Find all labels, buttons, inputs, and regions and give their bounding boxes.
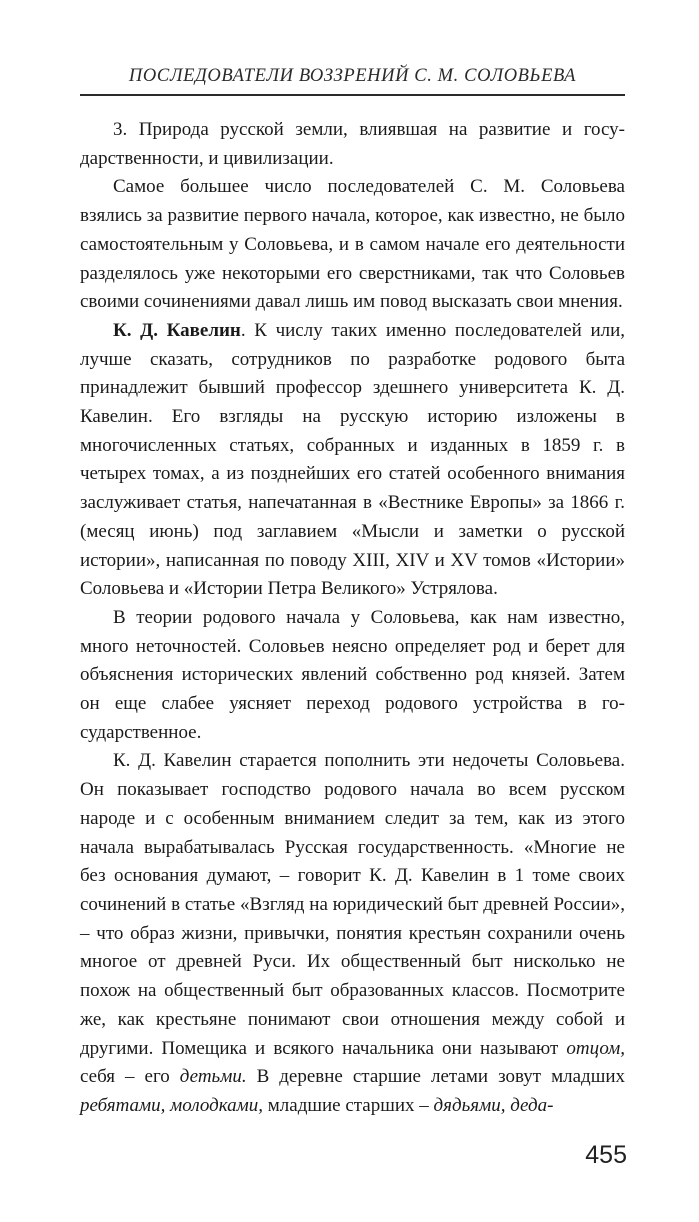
paragraph-5-part-c: В деревне старшие летами зовут младших: [246, 1066, 625, 1088]
author-name-kavelin: К. Д. Кавелин: [113, 319, 241, 341]
italic-rebyatami: ребятами, молодками,: [80, 1094, 263, 1116]
paragraph-4: В теории родового начала у Соловьева, как нам известно, много неточностей. Соловьев неясно определяет род и берет для объяснения исторических явлений собственно род князей. Затем он еще слабее уясняет переход родового устройства в государственное.: [80, 606, 625, 743]
paragraph-5-part-a: К. Д. Кавелин старается пополнить эти недочеты Соловьева. Он показывает господство родового начала во всем русском народе и с особенным вниманием следит за тем, как из этого начала вырабатывалась Русская государственность. «Многие не без основания думают, – говорит К. Д. Кавелин в 1 томе своих сочинений в статье «Взгляд на юридический быт древней России», – что образ жизни, привычки, понятия крестьян сохранили очень многое от древней Руси. Их общественный быт нисколько не похож на общественный быт образованных классов. Посмотрите же, как крестьяне понимают свои отношения между собой и другими. Помещика и всякого начальника они называют: [80, 750, 625, 1059]
paragraph-3-text: . К числу таких именно последователей или, лучше сказать, сотрудников по разработке родового быта принадлежит бывший профессор здешнего университета К. Д. Кавелин. Его взгляды на русскую историю изложены в многочисленных статьях, собранных и изданных в 1859 г. в четырех томах, а из позднейших его статей особенного внимания заслуживает статья, напечатанная в «Вестнике Европы» за 1866 г. (месяц июнь) под заглавием «Мысли и заметки о русской истории», написанная по поводу XIII, XIV и XV томов «Истории» Соловьева и «Истории Петра Великого» Устрялова.: [80, 319, 626, 600]
running-header: ПОСЛЕДОВАТЕЛИ ВОЗЗРЕНИЙ С. М. СОЛОВЬЕВА: [128, 66, 577, 86]
paragraph-5: [80, 747, 625, 1120]
header-rule: [80, 94, 625, 96]
paragraph-5-part-b: себя – его: [80, 1066, 180, 1088]
paragraph-1: 3. Природа русской земли, влиявшая на развитие и государственности, и цивилизации.: [80, 119, 625, 169]
paragraph-2: Самое большее число последователей С. М. Соловьева взялись за развитие первого начала, которое, как известно, не было самостоятельным у Соловьева, и в самом начале его деятельности разделялось уже некоторыми его сверстниками, так что Соловьев своими сочинениями давал лишь им повод высказать свои мнения.: [80, 176, 625, 313]
paragraph-5-part-d: младшие старших –: [263, 1094, 434, 1116]
italic-dyadyami: дядьями, деда-: [433, 1094, 554, 1116]
paragraph-3: [80, 317, 625, 604]
italic-detmi: детьми.: [179, 1066, 247, 1088]
page-number: 455: [585, 1141, 627, 1169]
body-text: [80, 116, 625, 1121]
italic-otcom: отцом,: [566, 1037, 625, 1059]
